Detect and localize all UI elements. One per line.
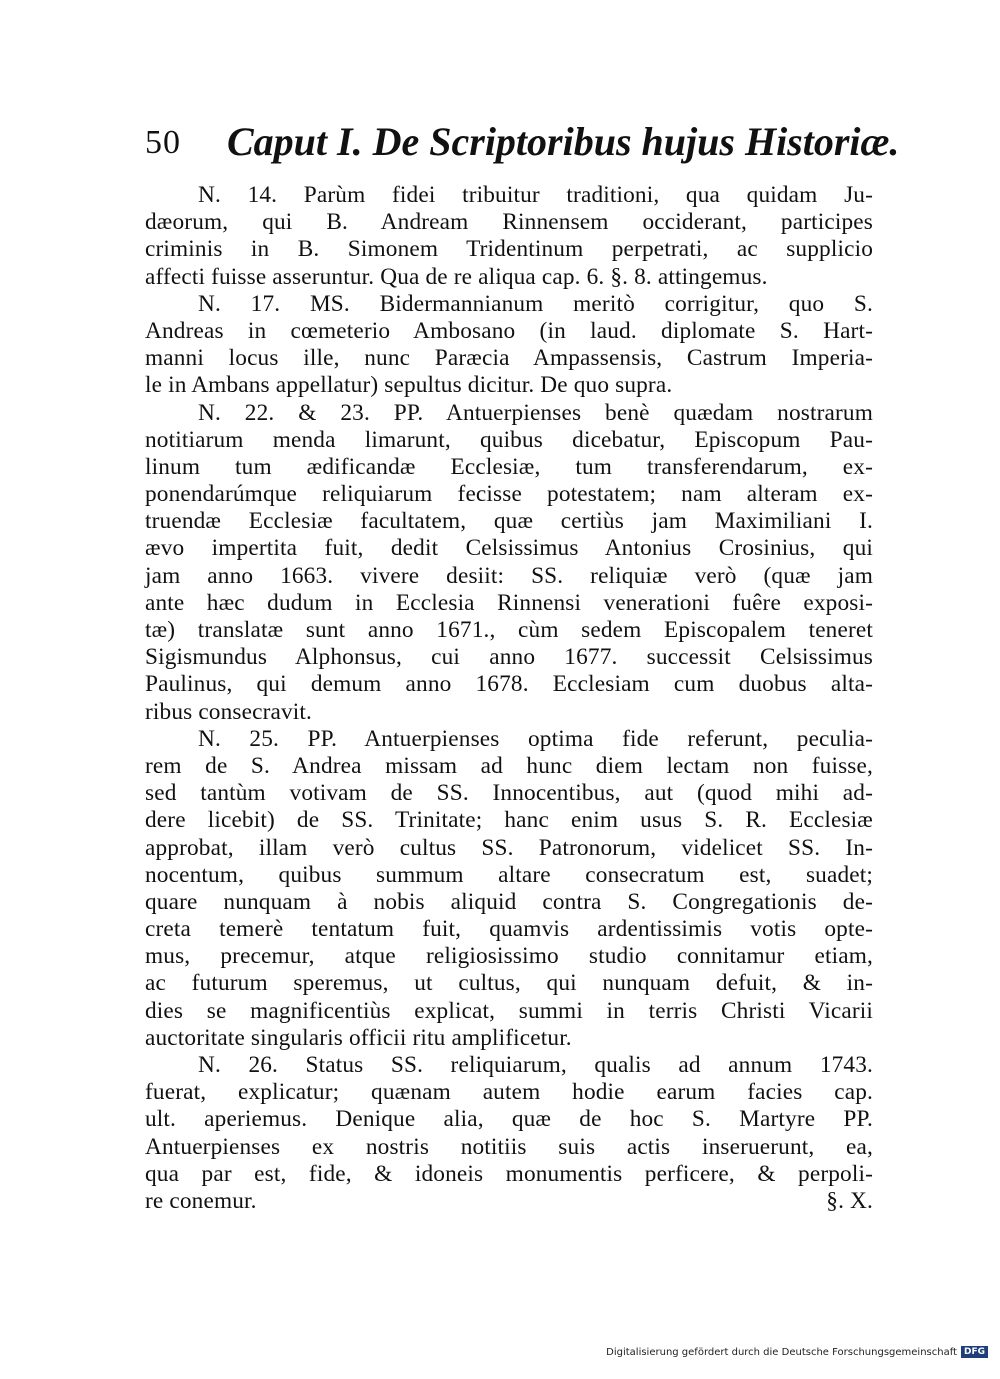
text-line: sed tantùm votivam de SS. Innocentibus, aut (quod mihi ad- [145, 780, 873, 807]
body-text [145, 182, 873, 1215]
dfg-logo: DFG [961, 1346, 988, 1358]
text-line: N. 14. Parùm fidei tribuitur traditioni, qua quidam Ju- [198, 182, 873, 208]
text-line: qua par est, fide, & idoneis monumentis perficere, & perpoli- [145, 1160, 873, 1187]
catchword: §. X. [826, 1187, 873, 1214]
text-line: jam anno 1663. vivere desiit: SS. reliquiæ verò (quæ jam [145, 562, 873, 589]
digitization-footer [606, 1346, 988, 1358]
text-line: ac futurum speremus, ut cultus, qui nunquam defuit, & in- [145, 970, 873, 997]
text-line: N. 22. & 23. PP. Antuerpienses benè quædam nostrarum [198, 399, 873, 426]
text-line: dies se magnificentiùs explicat, summi in terris Christi Vicarii [145, 997, 873, 1024]
text-line: Antuerpienses ex nostris notitiis suis actis inseruerunt, ea, [145, 1133, 873, 1160]
text-line: nocentum, quibus summum altare consecratum est, suadet; [145, 861, 873, 888]
text-line: tæ) translatæ sunt anno 1671., cùm sedem Episcopalem teneret [145, 617, 873, 643]
text-line: linum tum ædificandæ Ecclesiæ, tum transferendarum, ex- [145, 453, 873, 480]
text-line: affecti fuisse asseruntur. Qua de re aliqua cap. 6. §. 8. attingemus. [145, 263, 768, 290]
text-line: N. 26. Status SS. reliquiarum, qualis ad annum 1743. [198, 1052, 873, 1078]
text-line: N. 25. PP. Antuerpienses optima fide referunt, peculia- [198, 725, 873, 752]
text-line: quare nunquam à nobis aliquid contra S. Congregationis de- [145, 888, 873, 915]
text-line: dere licebit) de SS. Trinitate; hanc enim usus S. R. Ecclesiæ [145, 807, 873, 834]
text-line: manni locus ille, nunc Paræcia Ampassensis, Castrum Imperia- [145, 345, 873, 372]
page-header [145, 118, 900, 178]
text-line: le in Ambans appellatur) sepultus dicitur. De quo supra. [145, 372, 673, 399]
text-line: truendæ Ecclesiæ facultatem, quæ certiùs jam Maximiliani I. [145, 508, 873, 535]
text-line: ult. aperiemus. Denique alia, quæ de hoc S. Martyre PP. [145, 1106, 873, 1133]
text-line: creta temerè tentatum fuit, quamvis ardentissimis votis opte- [145, 916, 873, 943]
text-line: Paulinus, qui demum anno 1678. Ecclesiam cum duobus alta- [145, 671, 873, 698]
text-line: ribus consecravit. [145, 698, 313, 725]
page-number: 50 [145, 124, 181, 161]
text-line: ævo impertita fuit, dedit Celsissimus Antonius Crosinius, qui [145, 535, 873, 562]
footer-credit: Digitalisierung gefördert durch die Deutsche Forschungsgemeinschaft [606, 1346, 957, 1358]
text-line: rem de S. Andrea missam ad hunc diem lectam non fuisse, [145, 752, 873, 779]
text-line: approbat, illam verò cultus SS. Patronorum, videlicet SS. In- [145, 834, 873, 861]
text-line: Andreas in cœmeterio Ambosano (in laud. diplomate S. Hart- [145, 317, 873, 344]
text-line: criminis in B. Simonem Tridentinum perpetrati, ac supplicio [145, 236, 873, 263]
text-line: mus, precemur, atque religiosissimo studio connitamur etiam, [145, 943, 873, 970]
text-line: Sigismundus Alphonsus, cui anno 1677. successit Celsissimus [145, 644, 873, 671]
final-line-row [145, 1188, 873, 1215]
text-line: auctoritate singularis officii ritu amplificetur. [145, 1024, 572, 1051]
text-line: ante hæc dudum in Ecclesia Rinnensi venerationi fuêre exposi- [145, 589, 873, 616]
running-title: Caput I. De Scriptoribus hujus Historiæ. [227, 119, 900, 164]
text-line: notitiarum menda limarunt, quibus dicebatur, Episcopum Pau- [145, 426, 873, 453]
text-line: fuerat, explicatur; quænam autem hodie earum facies cap. [145, 1079, 873, 1106]
final-line: re conemur. [145, 1187, 257, 1214]
text-line: dæorum, qui B. Andream Rinnensem occiderant, participes [145, 209, 873, 236]
text-line: ponendarúmque reliquiarum fecisse potestatem; nam alteram ex- [145, 481, 873, 508]
text-line: N. 17. MS. Bidermannianum meritò corrigitur, quo S. [198, 290, 873, 317]
